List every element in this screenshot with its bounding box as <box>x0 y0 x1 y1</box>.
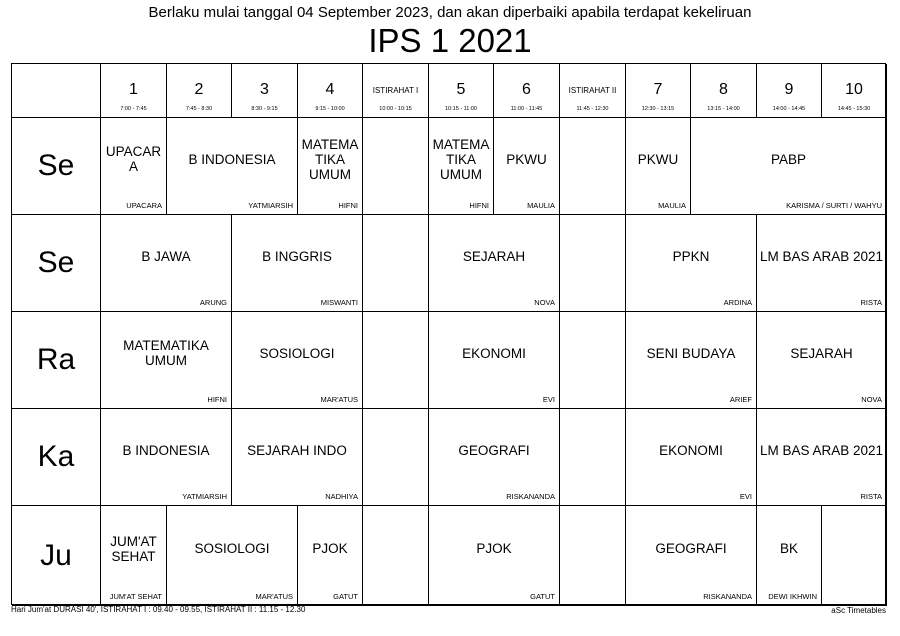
lesson-teacher: JUM'AT SEHAT <box>109 592 162 601</box>
day-name: Ka <box>37 440 75 473</box>
lesson-teacher: RISKANANDA <box>506 492 555 501</box>
corner-cell <box>12 64 101 118</box>
lesson-cell[interactable] <box>494 118 560 215</box>
lesson-subject: PJOK <box>312 541 348 556</box>
empty-cell <box>560 409 626 506</box>
lesson-cell[interactable] <box>626 118 691 215</box>
lesson-teacher: MISWANTI <box>320 298 358 307</box>
lesson-teacher: RISTA <box>860 298 882 307</box>
lesson-subject: PABP <box>770 151 806 167</box>
lesson-subject: B INDONESIA <box>188 151 276 167</box>
lesson-subject: BK <box>779 541 798 556</box>
period-header-7 <box>626 64 691 118</box>
lesson-cell[interactable] <box>429 118 494 215</box>
lesson-teacher: MAULIA <box>527 201 555 210</box>
period-header-4 <box>298 64 363 118</box>
lesson-cell[interactable] <box>429 215 560 312</box>
class-title: IPS 1 2021 <box>368 22 532 59</box>
lesson-cell[interactable] <box>232 409 363 506</box>
lesson-teacher: NOVA <box>534 298 555 307</box>
period-header-break-4 <box>363 64 429 118</box>
lesson-cell[interactable] <box>429 506 560 606</box>
lesson-teacher: RISTA <box>860 492 882 501</box>
footer-note: Hari Jum'at DURASI 40', ISTIRAHAT I : 09.40 - 09.55, ISTIRAHAT II : 11.15 - 12.30 <box>11 605 306 614</box>
period-label: ISTIRAHAT I <box>372 86 419 95</box>
lesson-subject: SOSIOLOGI <box>194 541 270 556</box>
lesson-subject: JUM'AT SEHAT <box>110 533 157 564</box>
lesson-cell[interactable] <box>626 506 757 606</box>
period-time: 7:00 - 7:45 <box>120 106 147 112</box>
empty-cell <box>363 506 429 606</box>
lesson-teacher: DEWI IKHWIN <box>768 592 817 601</box>
lesson-subject: SEJARAH INDO <box>247 442 347 458</box>
day-name: Ju <box>40 538 72 572</box>
footer-credit: aSc Timetables <box>831 606 886 615</box>
lesson-teacher: EVI <box>739 492 752 501</box>
schedule-subtitle: Berlaku mulai tanggal 04 September 2023, dan akan diperbaiki apabila terdapat kekeliruan <box>148 4 752 21</box>
period-label: ISTIRAHAT II <box>568 86 617 95</box>
lesson-subject: PJOK <box>476 541 512 556</box>
lesson-cell[interactable] <box>101 506 167 606</box>
lesson-teacher: RISKANANDA <box>703 592 752 601</box>
lesson-cell[interactable] <box>298 118 363 215</box>
period-time: 13:15 - 14:00 <box>707 106 740 112</box>
period-label: 1 <box>129 81 138 98</box>
period-time: 14:00 - 14:45 <box>772 106 806 112</box>
lesson-cell[interactable] <box>626 409 757 506</box>
lesson-subject: GEOGRAFI <box>655 541 727 556</box>
lesson-cell[interactable] <box>101 312 232 409</box>
lesson-cell[interactable] <box>757 215 887 312</box>
day-label-cell <box>12 409 101 506</box>
lesson-subject: EKONOMI <box>462 345 526 361</box>
lesson-subject: MATEMATIKA UMUM <box>123 338 209 368</box>
lesson-cell[interactable] <box>101 409 232 506</box>
lesson-cell[interactable] <box>167 506 298 606</box>
lesson-cell[interactable] <box>232 215 363 312</box>
day-label-cell <box>12 506 101 606</box>
period-time: 10:15 - 11:00 <box>444 106 477 112</box>
period-label: 6 <box>522 81 531 98</box>
lesson-subject: PKWU <box>637 151 679 167</box>
lesson-teacher: ARDINA <box>723 298 752 307</box>
day-label-cell <box>12 215 101 312</box>
period-time: 11:00 - 11:45 <box>510 106 543 112</box>
period-time: 14:45 - 15:30 <box>837 106 871 112</box>
lesson-teacher: ARIEF <box>729 395 752 404</box>
lesson-cell[interactable] <box>429 409 560 506</box>
lesson-teacher: KARISMA / SURTI / WAHYU <box>786 201 882 210</box>
lesson-teacher: NOVA <box>861 395 882 404</box>
period-header-2 <box>167 64 232 118</box>
period-label: 4 <box>325 81 335 98</box>
empty-cell <box>363 312 429 409</box>
lesson-subject: MATEMATIKA UMUM <box>432 136 490 182</box>
empty-cell <box>560 312 626 409</box>
empty-cell <box>560 215 626 312</box>
day-name: Se <box>37 149 75 182</box>
lesson-cell[interactable] <box>626 215 757 312</box>
lesson-teacher: MAR'ATUS <box>255 592 293 601</box>
lesson-cell[interactable] <box>167 118 298 215</box>
timetable-grid <box>11 63 886 605</box>
empty-cell <box>822 506 887 606</box>
period-label: 5 <box>456 81 466 98</box>
lesson-subject: B JAWA <box>141 248 191 264</box>
empty-cell <box>560 506 626 606</box>
lesson-subject: EKONOMI <box>659 442 723 458</box>
day-name: Se <box>37 246 75 279</box>
lesson-subject: MATEMATIKA UMUM <box>301 136 359 182</box>
lesson-cell[interactable] <box>429 312 560 409</box>
period-header-8 <box>691 64 757 118</box>
lesson-teacher: GATUT <box>530 592 555 601</box>
lesson-subject: SEJARAH <box>790 345 853 361</box>
lesson-cell[interactable] <box>626 312 757 409</box>
lesson-cell[interactable] <box>757 312 887 409</box>
empty-cell <box>363 118 429 215</box>
period-label: 9 <box>784 81 794 98</box>
day-label-cell <box>12 312 101 409</box>
lesson-subject: SEJARAH <box>462 248 526 264</box>
lesson-subject: LM BAS ARAB 2021 <box>759 248 884 264</box>
lesson-subject: SOSIOLOGI <box>259 345 335 361</box>
period-header-6 <box>494 64 560 118</box>
lesson-teacher: HIFNI <box>338 201 358 210</box>
lesson-teacher: MAR'ATUS <box>320 395 358 404</box>
lesson-subject: SENI BUDAYA <box>646 345 736 361</box>
period-time: 11:45 - 12:30 <box>576 106 609 112</box>
lesson-teacher: ARUNG <box>199 298 227 307</box>
day-name: Ra <box>36 343 76 376</box>
lesson-teacher: HIFNI <box>207 395 227 404</box>
period-header-5 <box>429 64 494 118</box>
day-label-cell <box>12 118 101 215</box>
lesson-cell[interactable] <box>101 215 232 312</box>
period-header-break-7 <box>560 64 626 118</box>
period-time: 7:45 - 8:30 <box>185 106 213 112</box>
period-time: 10:00 - 10:15 <box>379 106 412 112</box>
period-time: 12:30 - 13:15 <box>641 106 675 112</box>
lesson-teacher: UPACARA <box>126 201 162 210</box>
lesson-subject: B INDONESIA <box>122 442 210 458</box>
period-header-3 <box>232 64 298 118</box>
period-header-9 <box>757 64 822 118</box>
lesson-cell[interactable] <box>101 118 167 215</box>
period-label: 10 <box>845 81 863 98</box>
empty-cell <box>363 215 429 312</box>
lesson-cell[interactable] <box>232 312 363 409</box>
lesson-teacher: MAULIA <box>658 201 686 210</box>
empty-cell <box>363 409 429 506</box>
lesson-teacher: NADHIYA <box>325 492 358 501</box>
lesson-subject: B INGGRIS <box>262 248 332 264</box>
lesson-cell[interactable] <box>757 506 822 606</box>
lesson-subject: UPACARA <box>105 144 162 174</box>
period-header-10 <box>822 64 887 118</box>
lesson-subject: GEOGRAFI <box>458 442 530 458</box>
lesson-teacher: GATUT <box>333 592 358 601</box>
lesson-teacher: EVI <box>542 395 555 404</box>
lesson-teacher: YATMIARSIH <box>248 201 293 210</box>
lesson-cell[interactable] <box>298 506 363 606</box>
lesson-teacher: YATMIARSIH <box>182 492 227 501</box>
lesson-subject: PKWU <box>506 151 547 167</box>
empty-cell <box>560 118 626 215</box>
period-label: 3 <box>260 81 269 98</box>
period-time: 9:15 - 10:00 <box>315 106 345 112</box>
lesson-teacher: HIFNI <box>469 201 489 210</box>
period-label: 2 <box>194 81 204 98</box>
period-label: 8 <box>719 81 728 98</box>
period-time: 8:30 - 9:15 <box>251 106 278 112</box>
lesson-cell[interactable] <box>757 409 887 506</box>
lesson-subject: LM BAS ARAB 2021 <box>759 442 884 458</box>
period-header-1 <box>101 64 167 118</box>
lesson-subject: PPKN <box>672 248 710 264</box>
period-label: 7 <box>653 81 663 98</box>
lesson-cell[interactable] <box>691 118 887 215</box>
